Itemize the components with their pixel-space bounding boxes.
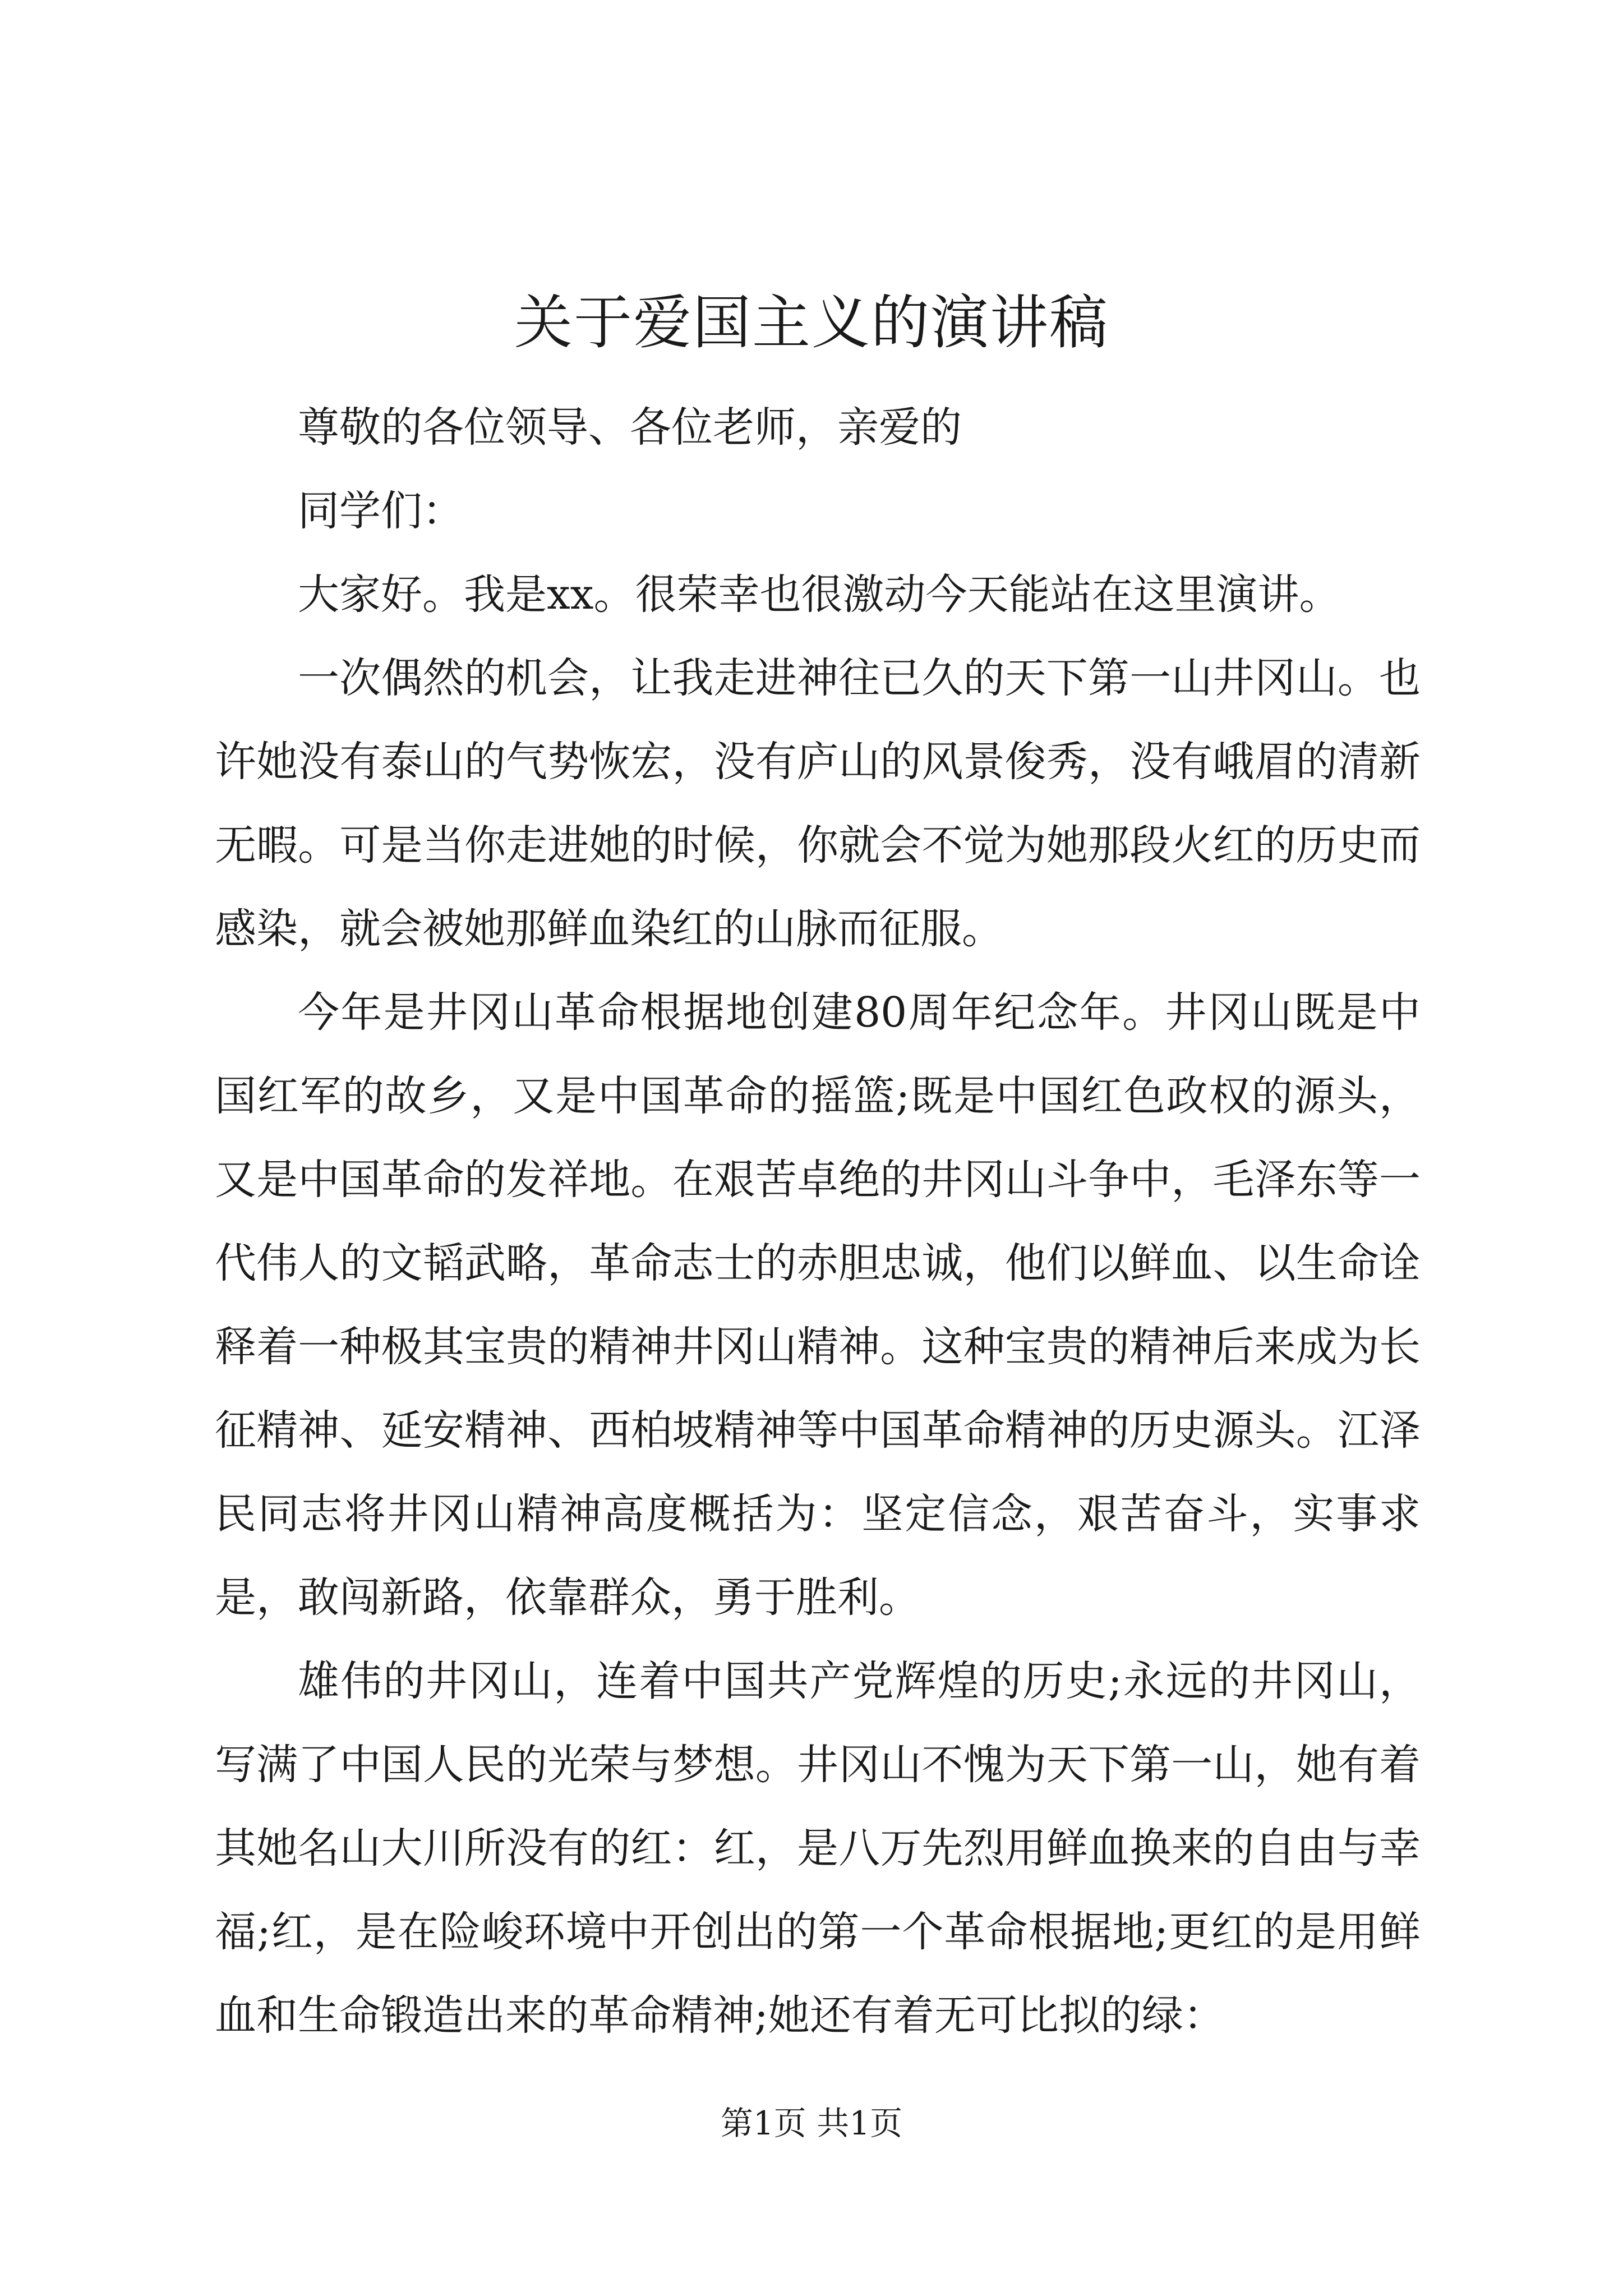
body-paragraph: 雄伟的井冈山，连着中国共产党辉煌的历史;永远的井冈山，写满了中国人民的光荣与梦想。井冈山不愧为天下第一山，她有着其她名山大川所没有的红：红，是八万先烈用鲜血换来的自由与幸福;红，是在险峻环境中开创出的第一个革命根据地;更红的是用鲜血和生命锻造出来的革命精神;她还有着无可比拟的绿： xyxy=(215,1657,1421,2040)
body-paragraph: 今年是井冈山革命根据地创建80周年纪念年。井冈山既是中国红军的故乡，又是中国革命的摇篮;既是中国红色政权的源头，又是中国革命的发祥地。在艰苦卓绝的井冈山斗争中，毛泽东等一代伟人的文韬武略，革命志士的赤胆忠诚，他们以鲜血、以生命诠释着一种极其宝贵的精神井冈山精神。这种宝贵的精神后来成为长征精神、延安精神、西柏坡精神等中国革命精神的历史源头。江泽民同志将井冈山精神高度概括为：坚定信念，艰苦奋斗，实事求是，敢闯新路，依靠群众，勇于胜利。 xyxy=(215,988,1421,1622)
document-title: 关于爱国主义的演讲稿 xyxy=(514,288,1109,357)
salutation-line-2: 同学们： xyxy=(298,487,464,535)
salutation-line-1: 尊敬的各位领导、各位老师，亲爱的 xyxy=(298,403,962,452)
page-footer: 第1页 共1页 xyxy=(720,2104,903,2142)
body-paragraph: 一次偶然的机会，让我走进神往已久的天下第一山井冈山。也许她没有泰山的气势恢宏，没有庐山的风景俊秀，没有峨眉的清新无暇。可是当你走进她的时候，你就会不觉为她那段火红的历史而感染，就会被她那鲜血染红的山脉而征服。 xyxy=(215,654,1421,953)
document-body xyxy=(215,386,1421,2058)
greeting-paragraph: 大家好。我是xx。很荣幸也很激动今天能站在这里演讲。 xyxy=(298,570,1341,619)
